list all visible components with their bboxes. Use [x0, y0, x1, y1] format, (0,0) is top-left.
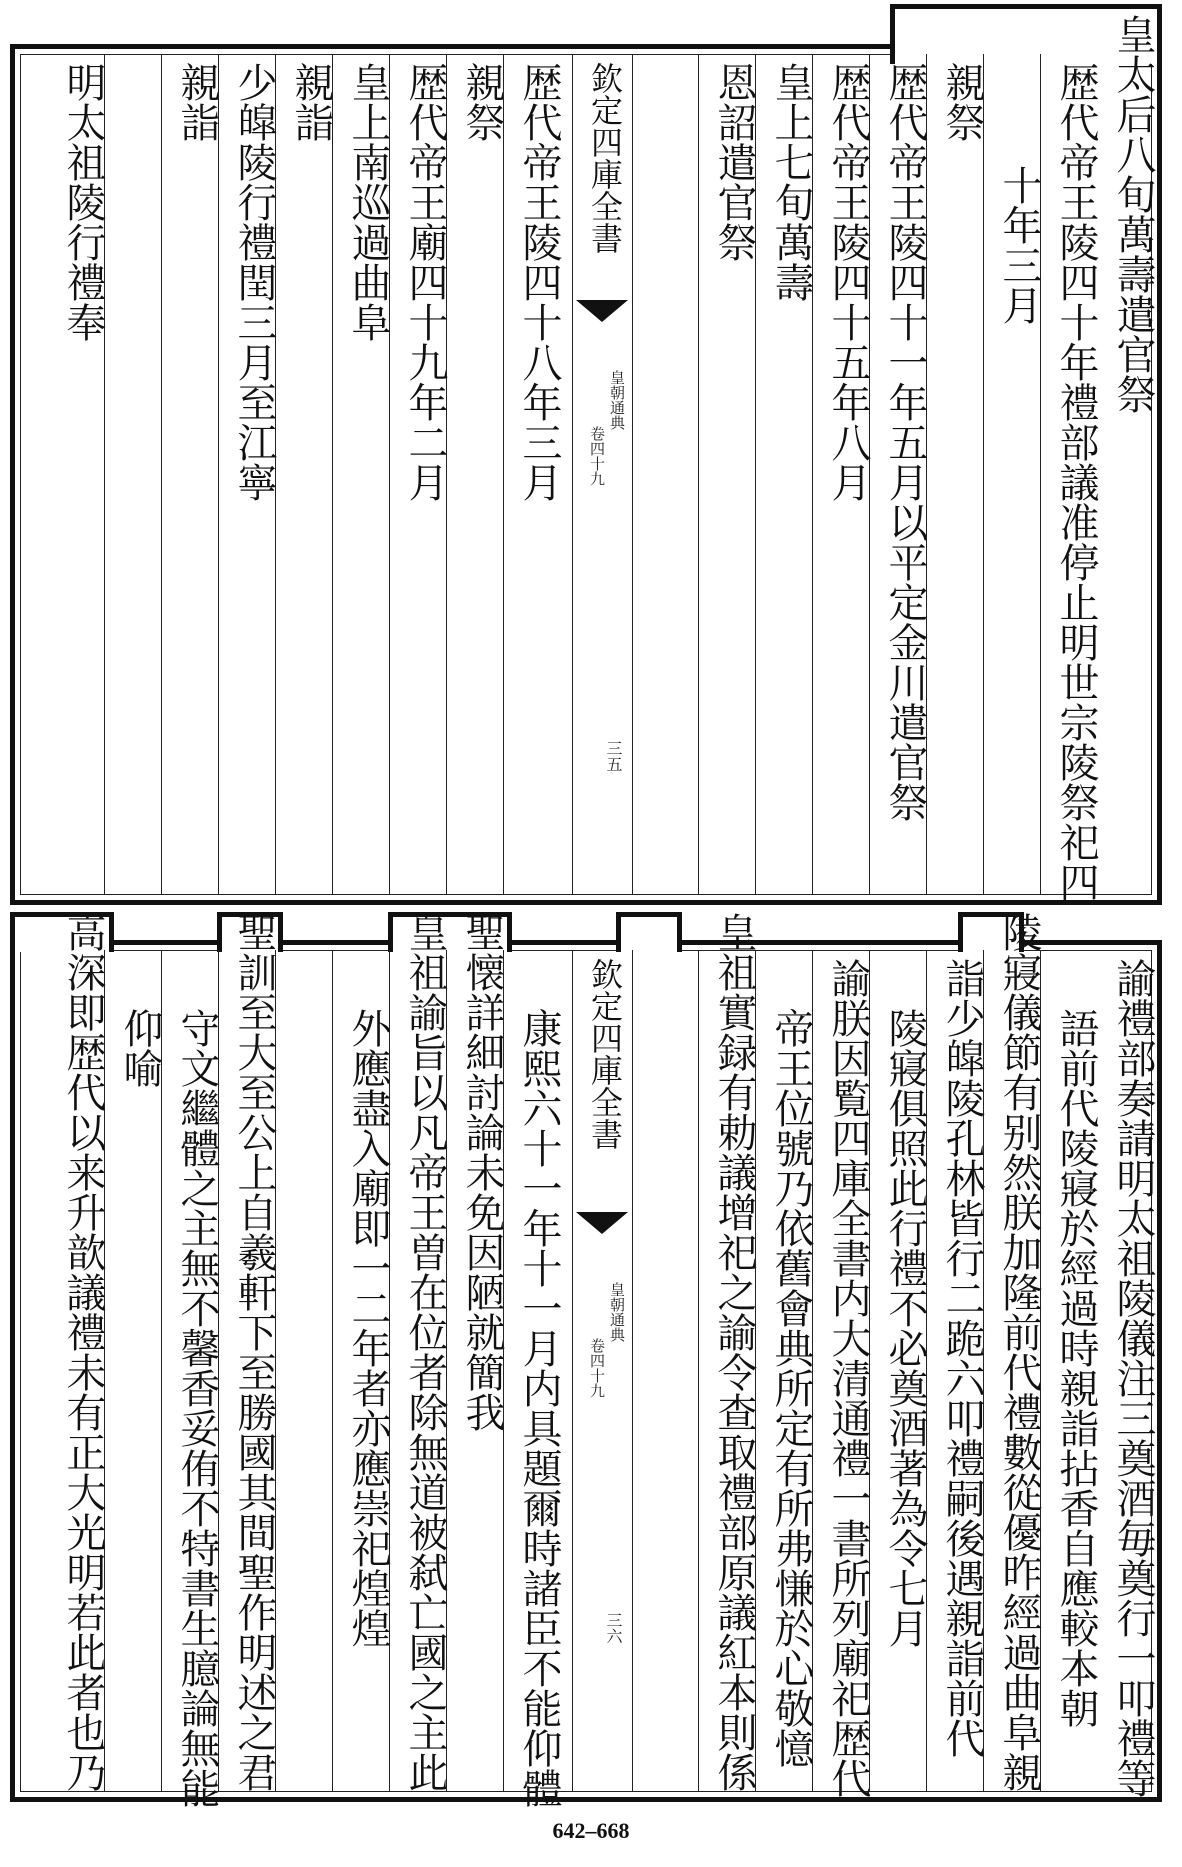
- column-rule: [983, 54, 984, 895]
- text-column: 親祭: [939, 62, 985, 142]
- text-column: 皇祖實録有勅議增祀之諭令查取禮部原議紅本則係: [711, 912, 757, 1792]
- column-rule: [161, 54, 162, 895]
- column-rule: [104, 54, 105, 895]
- column-rule: [503, 950, 504, 1792]
- column-rule: [698, 54, 699, 895]
- text-column: 歴代帝王廟四十九年二月: [402, 62, 448, 502]
- text-column: 皇太后八旬萬壽遣官祭: [1110, 14, 1156, 414]
- column-rule: [755, 54, 756, 895]
- gutter-page-number: 三六: [604, 1612, 623, 1644]
- column-rule: [161, 950, 162, 1792]
- fold-line: [572, 950, 573, 1792]
- gutter-volume: 卷四十九: [588, 426, 606, 486]
- column-rule: [332, 950, 333, 1792]
- column-rule: [446, 54, 447, 895]
- fishtail-mark: [576, 300, 628, 322]
- column-rule: [104, 950, 105, 1792]
- text-column: 親祭: [459, 62, 505, 142]
- gutter-subtitle: 皇朝通典: [608, 1282, 626, 1342]
- column-rule: [869, 54, 870, 895]
- text-column: 詣少皡陵孔林皆行二跪六叩禮嗣後遇親詣前代: [939, 958, 985, 1758]
- text-column: 高深即歴代以来升歆議禮未有正大光明若此者也乃: [60, 912, 106, 1792]
- gutter-page-number: 三五: [604, 740, 623, 772]
- text-column: 康熙六十一年十一月内具題爾時諸臣不能仰體: [516, 1008, 562, 1808]
- text-column: 語前代陵寢於經過時親詣拈香自應較本朝: [1053, 1008, 1099, 1728]
- text-column: 歴代帝王陵四十一年五月以平定金川遣官祭: [882, 62, 928, 822]
- top-page: [10, 0, 1162, 905]
- column-rule: [812, 54, 813, 895]
- column-rule: [812, 950, 813, 1792]
- bottom-page: [10, 912, 1162, 1808]
- book-title: 欽定四庫全書: [586, 62, 624, 254]
- column-rule: [755, 950, 756, 1792]
- text-column: 聖懐詳細討論未免因陋就簡我: [459, 912, 505, 1432]
- gutter-volume: 卷四十九: [588, 1338, 606, 1398]
- text-column: 皇祖諭旨以凡帝王曽在位者除無道被弑亡國之主此: [402, 912, 448, 1792]
- column-rule: [1040, 950, 1041, 1792]
- text-column: 仰喻: [117, 1008, 163, 1088]
- fold-line: [632, 54, 633, 895]
- text-column: 守文繼體之主無不馨香妥侑不特書生臆論無能: [174, 1008, 220, 1808]
- fishtail-mark: [576, 1212, 628, 1234]
- text-column: 聖訓至大至公上自羲軒下至勝國其間聖作明述之君: [231, 912, 277, 1792]
- column-rule: [926, 950, 927, 1792]
- raised-header-tab: [616, 912, 682, 952]
- page-reference-number: 642–668: [552, 1818, 630, 1843]
- column-rule: [983, 950, 984, 1792]
- fold-line: [572, 54, 573, 895]
- text-column: 外應盡入廟即一二年者亦應崇祀煌煌: [345, 1008, 391, 1648]
- column-rule: [218, 54, 219, 895]
- column-rule: [275, 54, 276, 895]
- column-rule: [389, 54, 390, 895]
- text-column: 明太祖陵行禮奉: [60, 62, 106, 342]
- text-column: 皇上南巡過曲阜: [345, 62, 391, 342]
- gutter-subtitle: 皇朝通典: [608, 370, 626, 430]
- text-column: 諭禮部奏請明太祖陵儀注三奠酒毎奠行一叩禮等: [1110, 958, 1156, 1798]
- fold-line: [632, 950, 633, 1792]
- text-column: 帝王位號乃依舊會典所定有所弗慊於心敬憶: [768, 1008, 814, 1768]
- column-rule: [275, 950, 276, 1792]
- column-rule: [389, 950, 390, 1792]
- book-title: 欽定四庫全書: [586, 958, 624, 1150]
- text-column: 親詣: [174, 62, 220, 142]
- column-rule: [503, 54, 504, 895]
- text-column: 親詣: [288, 62, 334, 142]
- text-column: 歴代帝王陵四十年禮部議准停止明世宗陵祭祀四: [1053, 62, 1099, 902]
- text-column: 歴代帝王陵四十五年八月: [825, 62, 871, 502]
- column-rule: [869, 950, 870, 1792]
- text-column: 陵寢俱照此行禮不必奠酒著為令七月: [882, 1008, 928, 1648]
- column-rule: [698, 950, 699, 1792]
- column-rule: [926, 54, 927, 895]
- text-column: 皇上七旬萬壽: [768, 62, 814, 302]
- column-rule: [1040, 54, 1041, 895]
- text-column: 陵寢儀節有别然朕加隆前代禮數從優昨經過曲阜親: [996, 912, 1042, 1792]
- column-rule: [332, 54, 333, 895]
- text-column: 恩詔遣官祭: [711, 62, 757, 262]
- text-column: 少皡陵行禮閏三月至江寧: [231, 62, 277, 502]
- column-rule: [446, 950, 447, 1792]
- text-column: 諭朕因覧四庫全書内大清通禮一書所列廟祀歴代: [825, 958, 871, 1798]
- column-rule: [218, 950, 219, 1792]
- text-column: 十年三月: [996, 165, 1042, 325]
- text-column: 歴代帝王陵四十八年三月: [516, 62, 562, 502]
